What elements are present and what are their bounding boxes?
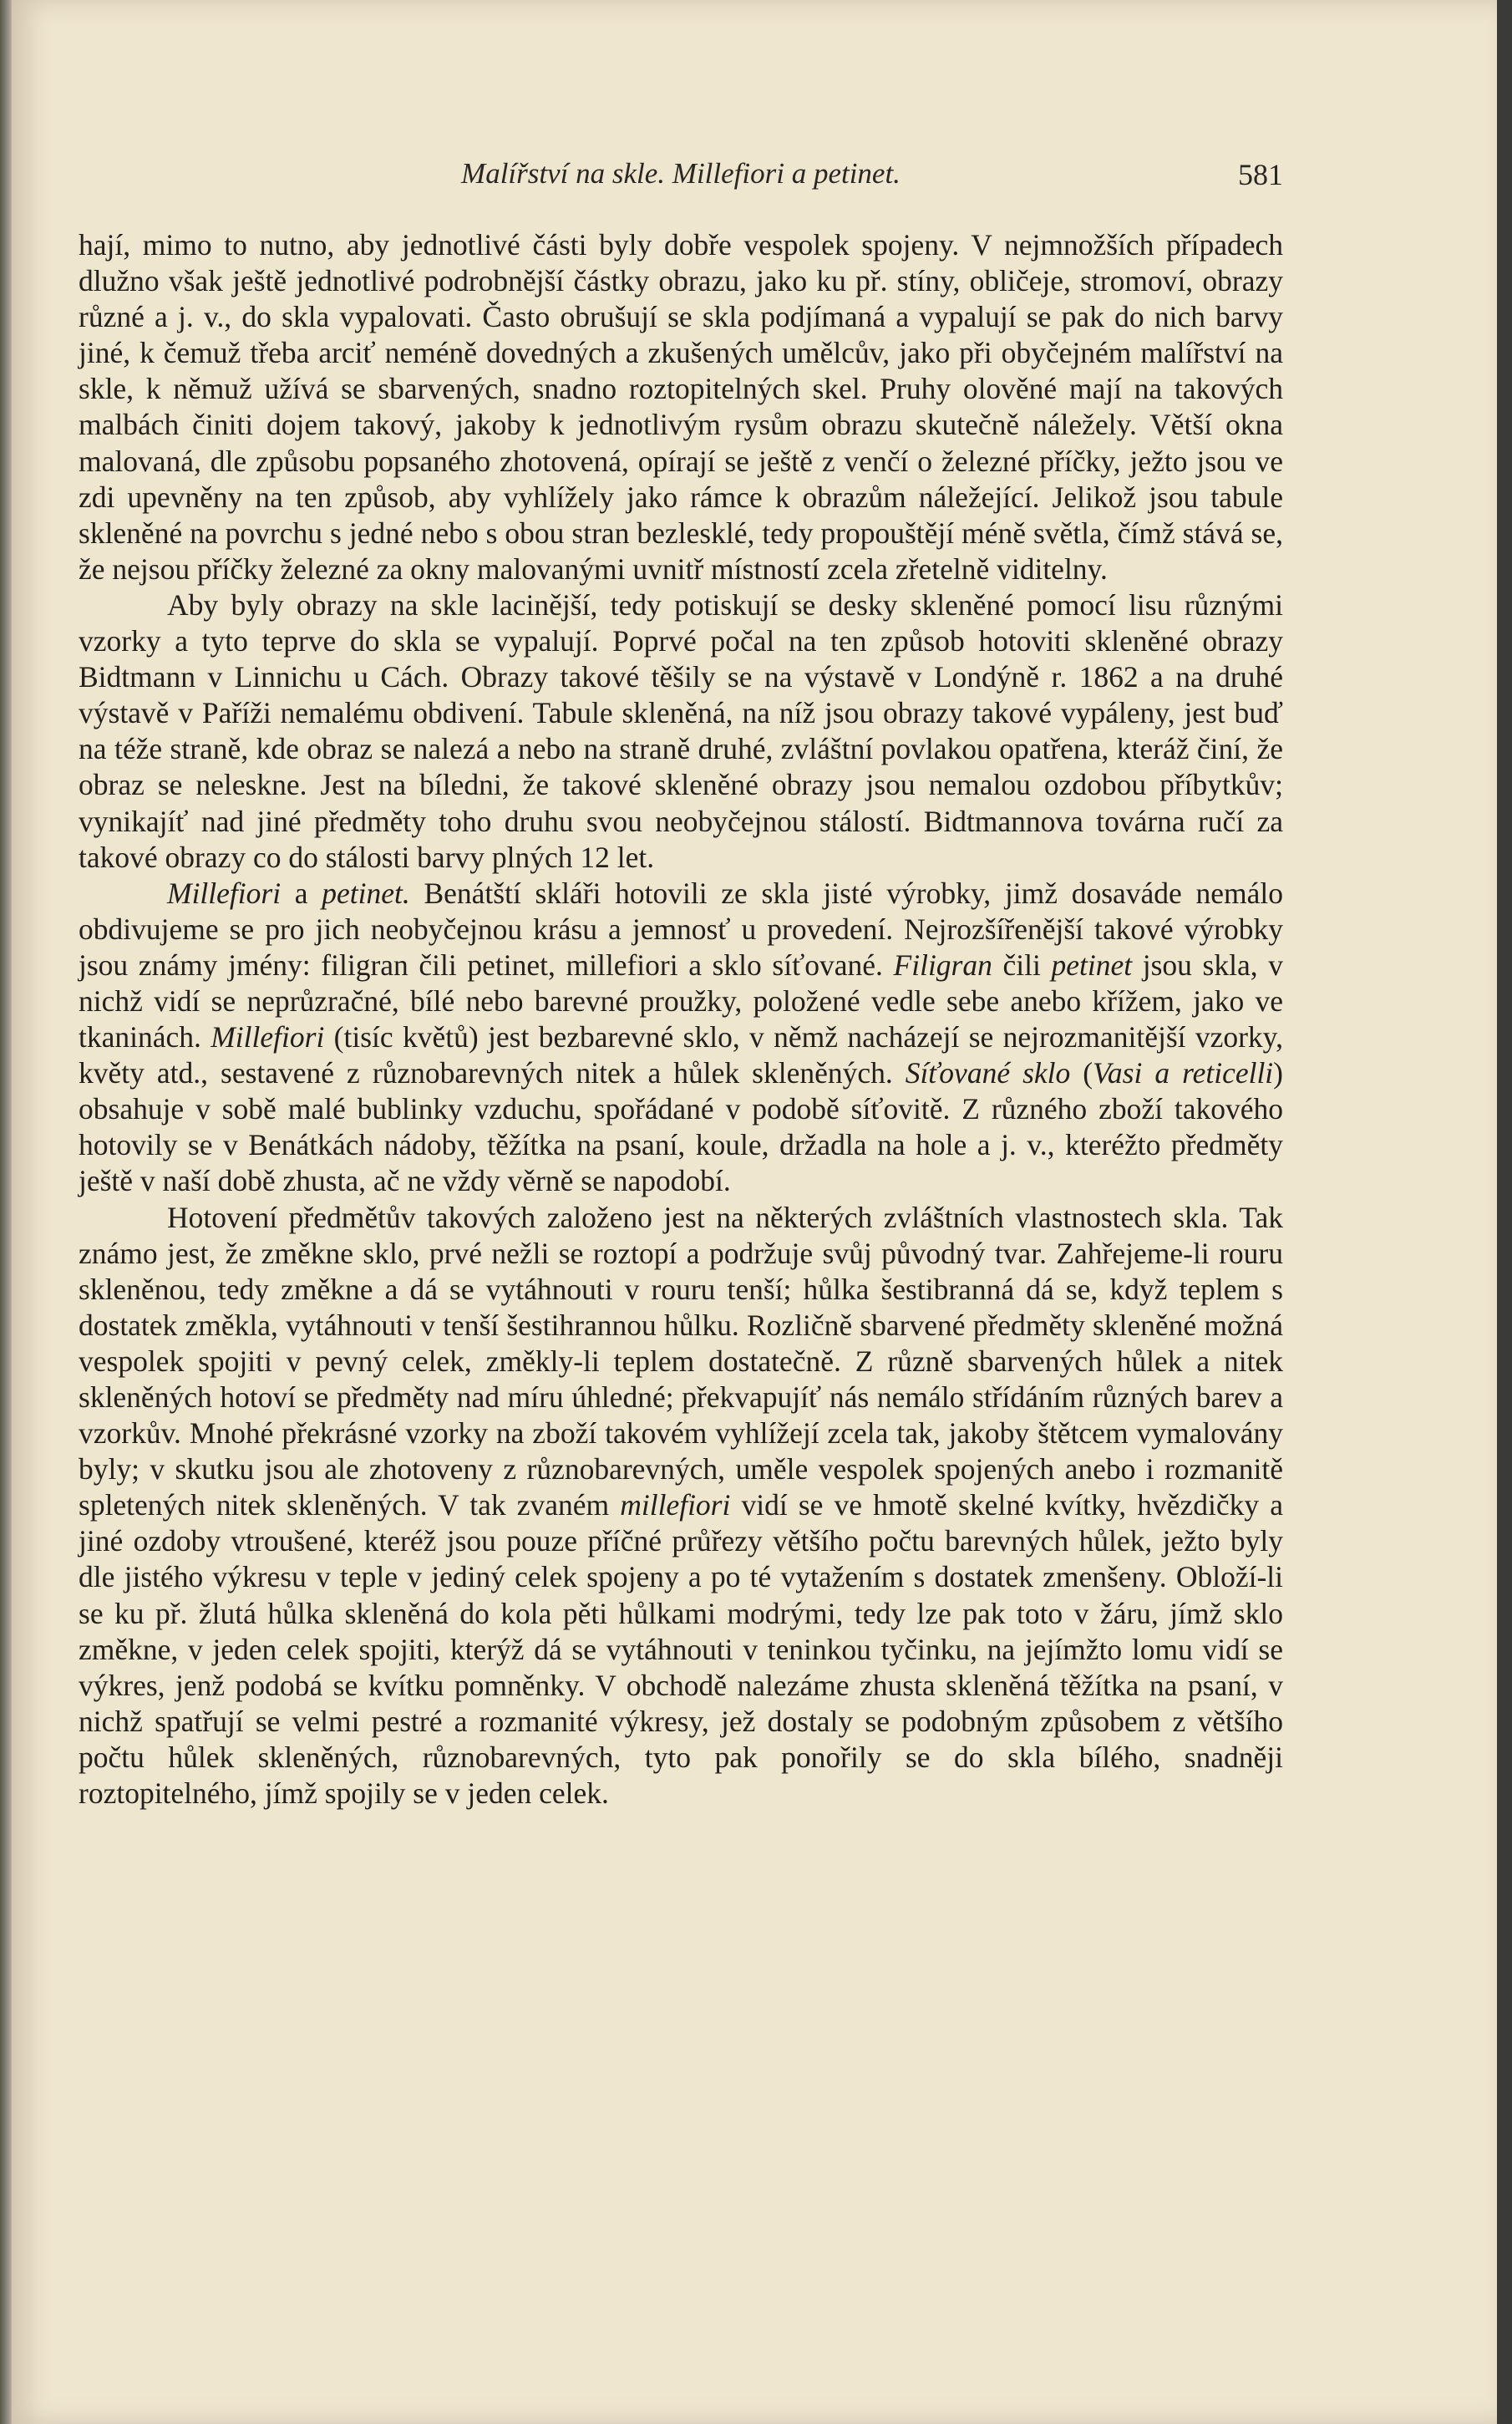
body-text [79,227,1283,1812]
page-header [79,157,1283,199]
paragraph-4 [79,1200,1283,1812]
term-millefiori-lower: millefiori [620,1488,731,1522]
paragraph-3-part-2: čili [992,948,1052,982]
paragraph-3-part-4: (tisíc květů) jest bezbarevné sklo, v němž nacházejí se nejrozmanitější vzorky, květy atd., sestavené z různobarevných nitek a hůlek skleněných. [79,1020,1284,1090]
section-term-petinet: petinet. [322,876,410,910]
term-sitovane-sklo: Síťované sklo [905,1056,1071,1090]
term-millefiori: Millefiori [211,1020,325,1054]
paragraph-3 [79,876,1283,1200]
paragraph-3-part-3: jsou skla, v nichž vidí se neprůzračné, bílé nebo barevné proužky, položené vedle sebe anebo křížem, jako ve tkaninách. [79,948,1283,1054]
paragraph-2-text: Aby byly obrazy na skle lacinější, tedy potiskují se desky skleněné pomocí lisu různými vzorky a tyto teprve do skla se vypalují. Poprvé počal na ten způsob hotoviti skleněné obrazy Bidtmann v Linnichu u Cách. Obrazy takové těšily se na výstavě v Londýně r. 1862 a na druhé výstavě v Paříži nemalému obdivení. Tabule skleněná, na níž jsou obrazy takové vypáleny, jest buď na téže straně, kde obraz se nalezá a nebo na straně druhé, zvláštní povlakou opatřena, kteráž činí, že obraz se neleskne. Jest na bíledni, že takové skleněné obrazy jsou nemalou ozdobou příbytkův; vynikajíť nad jiné předměty toho druhu svou neobyčejnou stálostí. Bidtmannova továrna ručí za takové obrazy co do stálosti barvy plných 12 let. [79,587,1283,874]
paragraph-1-text: hají, mimo to nutno, aby jednotlivé části byly dobře vespolek spojeny. V nejmnožších případech dlužno však ještě jednotlivé podrobnější částky obrazu, jako ku př. stíny, obličeje, stromoví, obrazy různé a j. v., do skla vypalovati. Často obrušují se skla podjímaná a vypalují se pak do nich barvy jiné, k čemuž třeba arciť neméně dovedných a zkušených umělcův, jako při obyčejném malířství na skle, k němuž užívá se sbarvených, snadno roztopitelných skel. Pruhy olověné mají na takových malbách činiti dojem takový, jakoby k jednotlivým rysům obrazu skutečně náležely. Větší okna malovaná, dle způsobu popsaného zhotovená, opírají se ještě z venčí o železné příčky, ježto jsou ve zdi upevněny na ten způsob, aby vyhlížely jako rámce k obrazům náležející. Jelikož jsou tabule skleněné na povrchu s jedné nebo s obou stran bezlesklé, tedy propouštějí méně světla, čímž stává se, že nejsou příčky železné za okny malovanými uvnitř místností zcela zřetelně viditelny. [79,228,1283,586]
paragraph-3-part-5: ( [1070,1056,1093,1090]
paragraph-4-part-1: Hotovení předmětův takových založeno jest na některých zvláštních vlastnostech skla. Tak známo jest, že změkne sklo, prvé nežli se roztopí a podržuje svůj původný tvar. Zahřejeme-li rouru skleněnou, tedy změkne a dá se vytáhnouti v rouru tenší; hůlka šestibranná dá se, když teplem s dostatek změkla, vytáhnouti v tenší šestihrannou hůlku. Rozličně sbarvené předměty skleněné možná vespolek spojiti v pevný celek, změkly-li teplem dostatečně. Z různě sbarvených hůlek a nitek skleněných hotoví se předměty nad míru úhledné; překvapujíť nás nemálo střídáním různých barev a vzorkův. Mnohé překrásné vzorky na zboží takovém vyhlížejí zcela tak, jakoby štětcem vymalovány byly; v skutku jsou ale zhotoveny z různobarevných, uměle vespolek spojených anebo i rozmanitě spletených nitek skleněných. V tak zvaném [79,1200,1283,1522]
paragraph-3-part-6: ) obsahuje v sobě malé bublinky vzduchu, spořádané v podobě síťovitě. Z různého zboží takového hotovily se v Benátkách nádoby, těžítka na psaní, koule, držadla na hole a j. v., kteréžto předměty ještě v naší době zhusta, ač ne vždy věrně se napodobí. [79,1056,1283,1198]
section-term-join: a [281,876,322,910]
term-petinet: petinet [1051,948,1133,982]
section-term-millefiori: Millefiori [167,876,282,910]
paragraph-2 [79,587,1283,876]
running-title: Malířství na skle. Millefiori a petinet. [461,157,901,190]
term-filigran: Filigran [893,948,992,982]
paragraph-1 [79,227,1283,587]
paragraph-4-part-2: vidí se ve hmotě skelné kvítky, hvězdičky a jiné ozdoby vtroušené, kteréž jsou pouze příčné průřezy většího počtu barevných hůlek, ježto byly dle jistého výkresu v teple v jediný celek spojeny a po té vytažením s dostatek zmenšeny. Obloží-li se ku př. žlutá hůlka skleněná do kola pěti hůlkami modrými, tedy lze pak toto v žáru, jímž sklo změkne, v jeden celek spojiti, kterýž dá se vytáhnouti v teninkou tyčinku, na jejímžto lomu vidí se výkres, jenž podobá se kvítku pomněnky. V obchodě nalezáme zhusta skleněná těžítka na psaní, v nichž spatřují se velmi pestré a rozmanité výkresy, jež dostaly se podobným způsobem z většího počtu hůlek skleněných, různobarevných, tyto pak ponořily se do skla bílého, snadněji roztopitelného, jímž spojily se v jeden celek. [79,1488,1283,1811]
paragraph-3-part-1: Benátští skláři hotovili ze skla jisté výrobky, jimž dosaváde nemálo obdivujeme se pro jich neobyčejnou krásu a jemnosť u provedení. Nejrozšířenější takové výrobky jsou známy jmény: filigran čili petinet, millefiori a sklo síťované. [79,876,1283,982]
term-vasi-a-reticelli: Vasi a reticelli [1093,1056,1274,1090]
page-number: 581 [1238,158,1283,191]
